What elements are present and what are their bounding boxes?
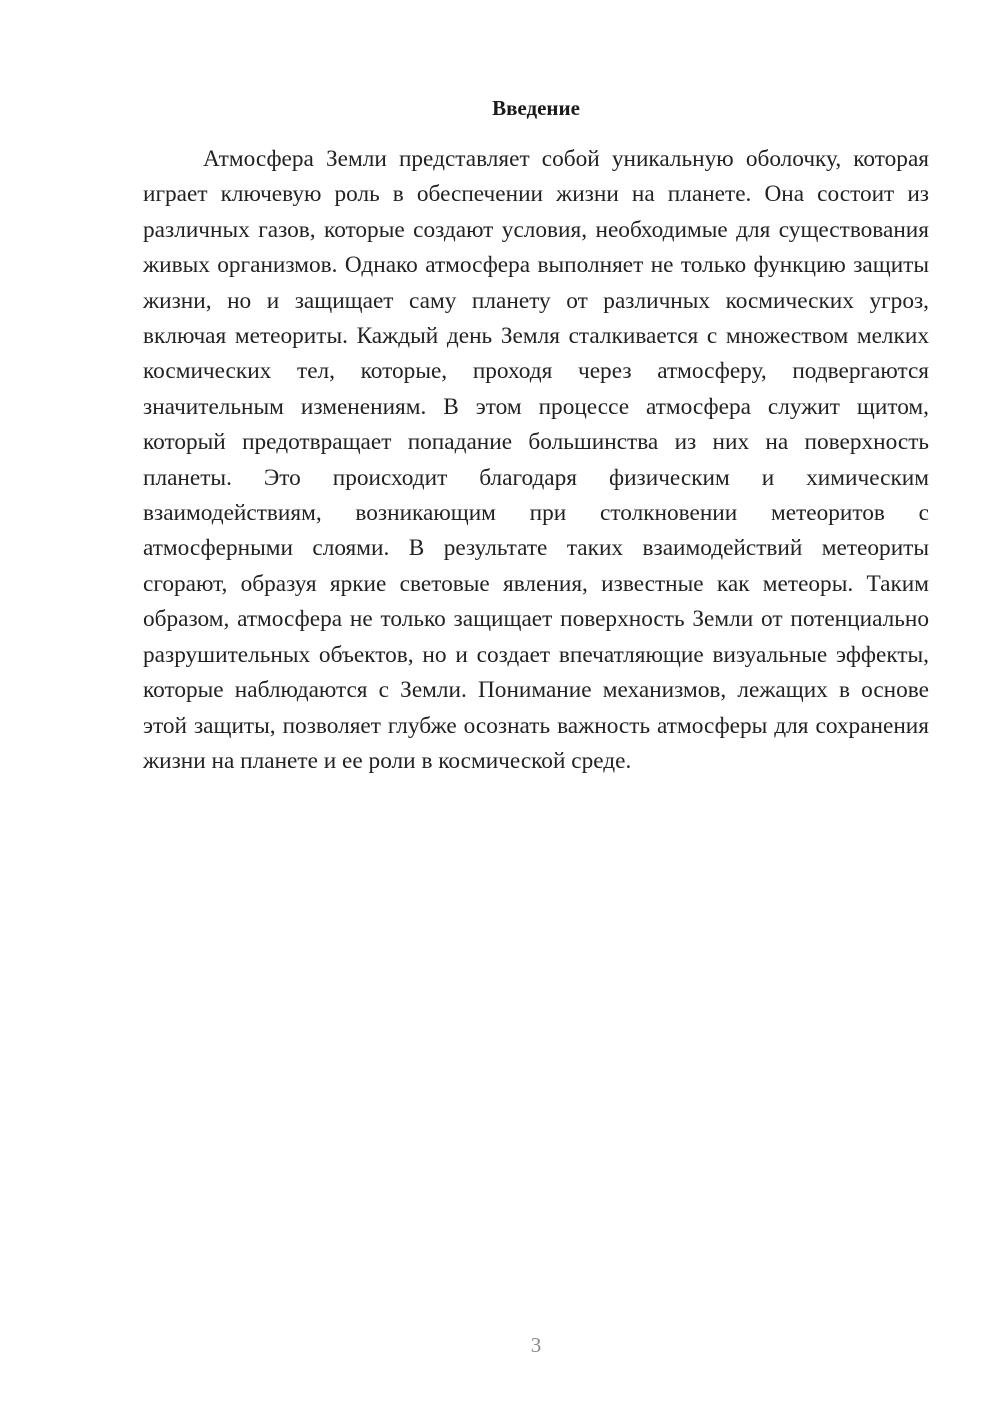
section-heading: Введение [492,96,580,120]
page-number: 3 [530,1333,542,1357]
body-paragraph: Атмосфера Земли представляет собой уникальную оболочку, которая играет ключевую роль в обеспечении жизни на планете. Она состоит из различных газов, которые создают условия, необходимые для существования живых организмов. Однако атмосфера выполняет не только функцию защиты жизни, но и защищает саму планету от различных космических угроз, включая метеориты. Каждый день Земля сталкивается с множеством мелких космических тел, которые, проходя через атмосферу, подвергаются значительным изменениям. В этом процессе атмосфера служит щитом, который предотвращает попадание большинства из них на поверхность планеты. Это происходит благодаря физическим и химическим взаимодействиям, возникающим при столкновении метеоритов с атмосферными слоями. В результате таких взаимодействий метеориты сгорают, образуя яркие световые явления, известные как метеоры. Таким образом, атмосфера не только защищает поверхность Земли от потенциально разрушительных объектов, но и создает впечатляющие визуальные эффекты, которые наблюдаются с Земли. Понимание механизмов, лежащих в основе этой защиты, позволяет глубже осознать важность атмосферы для сохранения жизни на планете и ее роли в космической среде. [143,146,929,774]
